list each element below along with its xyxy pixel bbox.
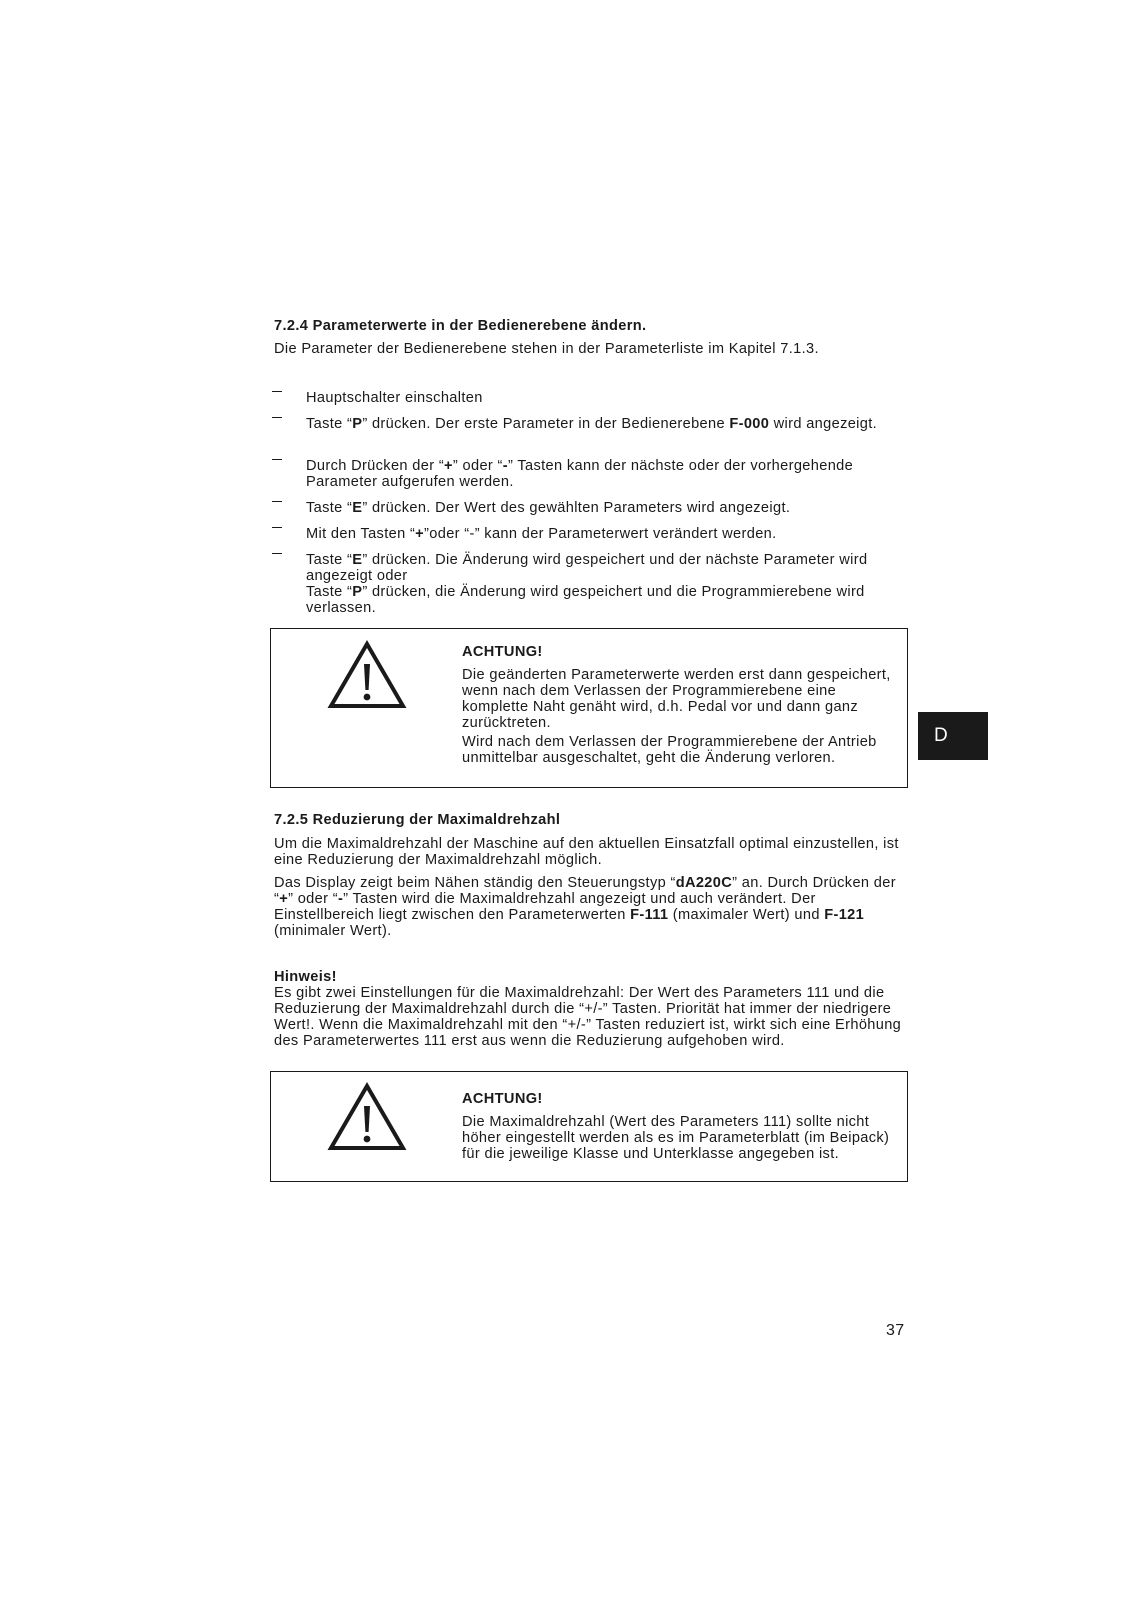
list-dash xyxy=(272,527,282,528)
page-number: 37 xyxy=(886,1322,905,1339)
warning-title: ACHTUNG! xyxy=(462,644,543,660)
list-item: Durch Drücken der “+” oder “-” Tasten kann der nächste oder der vorhergehende Parameter aufgerufen werden. xyxy=(306,458,854,490)
section-intro: Die Parameter der Bedienerebene stehen in der Parameterliste im Kapitel 7.1.3. xyxy=(274,341,819,357)
warning-triangle-icon xyxy=(327,1082,407,1152)
list-dash xyxy=(272,501,282,502)
list-dash xyxy=(272,553,282,554)
language-tab: D xyxy=(918,712,988,760)
list-dash xyxy=(272,417,282,418)
list-item: Hauptschalter einschalten xyxy=(306,390,483,406)
list-item: Taste “P” drücken. Der erste Parameter in der Bedienerebene F-000 wird angezeigt. xyxy=(306,416,878,432)
warning-triangle-icon xyxy=(327,640,407,710)
list-item: Taste “E” drücken. Der Wert des gewählten Parameters wird angezeigt. xyxy=(306,500,791,516)
hint-text: Es gibt zwei Einstellungen für die Maximaldrehzahl: Der Wert des Parameters 111 und die Reduzierung der Maximaldrehzahl durch die “+/-” Tasten. Priorität hat immer der niedrigere Wert!. Wenn die Maximaldrehzahl mit den “+/-” Tasten reduziert ist, wirkt sich eine Erhöhung des Parameterwertes 111 erst aus wenn die Reduzierung aufgehoben wird. xyxy=(274,985,902,1049)
section-heading-7-2-5: 7.2.5 Reduzierung der Maximaldrehzahl xyxy=(274,812,561,828)
warning-text: Wird nach dem Verlassen der Programmierebene der Antrieb unmittelbar ausgeschaltet, geht die Änderung verloren. xyxy=(462,734,877,766)
section-paragraph: Das Display zeigt beim Nähen ständig den Steuerungstyp “dA220C” an. Durch Drücken der “+” oder “-” Tasten wird die Maximaldrehzahl angezeigt und auch verändert. Der Einstellbereich liegt zwischen den Parameterwerten F-111 (maximaler Wert) und F-121 (minimaler Wert). xyxy=(274,875,896,939)
section-heading-7-2-4: 7.2.4 Parameterwerte in der Bedienerebene ändern. xyxy=(274,318,647,334)
list-dash xyxy=(272,459,282,460)
warning-title: ACHTUNG! xyxy=(462,1091,543,1107)
warning-box xyxy=(270,1071,908,1182)
hint-title: Hinweis! xyxy=(274,969,337,985)
section-paragraph: Um die Maximaldrehzahl der Maschine auf den aktuellen Einsatzfall optimal einzustellen, ist eine Reduzierung der Maximaldrehzahl möglich. xyxy=(274,836,899,868)
warning-box xyxy=(270,628,908,788)
list-item: Taste “E” drücken. Die Änderung wird gespeichert und der nächste Parameter wird angezeigt oder Taste “P” drücken, die Änderung wird gespeichert und die Programmierebene wird verlassen. xyxy=(306,552,868,616)
list-item: Mit den Tasten “+”oder “-” kann der Parameterwert verändert werden. xyxy=(306,526,777,542)
warning-text: Die Maximaldrehzahl (Wert des Parameters 111) sollte nicht höher eingestellt werden als es im Parameterblatt (im Beipack) für die jeweilige Klasse und Unterklasse angegeben ist. xyxy=(462,1114,890,1162)
list-dash xyxy=(272,391,282,392)
warning-text: Die geänderten Parameterwerte werden erst dann gespeichert, wenn nach dem Verlassen der Programmierebene eine komplette Naht genäht wird, d.h. Pedal vor und dann ganz zurücktreten. xyxy=(462,667,891,731)
